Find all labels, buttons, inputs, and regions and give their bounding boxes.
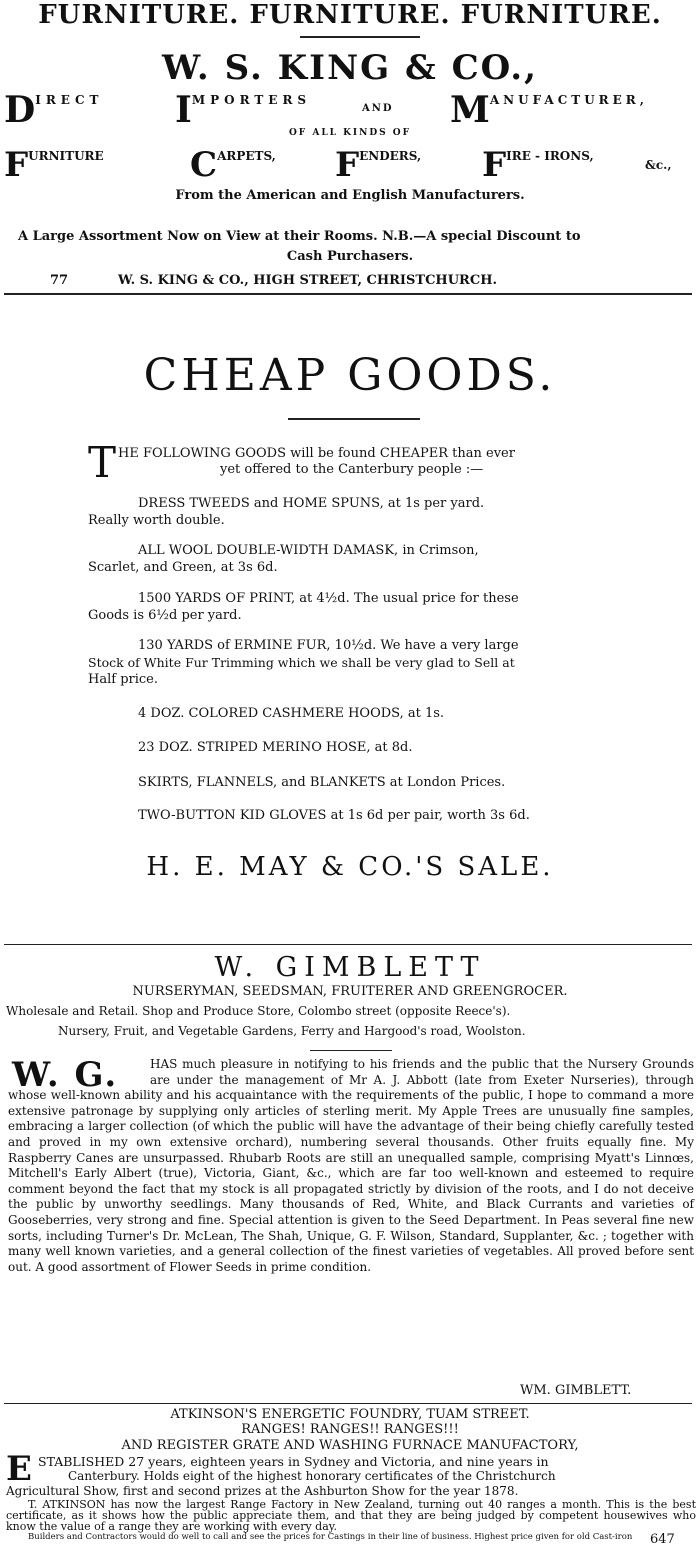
gimblett-body: HAS much pleasure in notifying to his friends and the public that the Nursery Grounds are under the management of Mr A. J. Abbott (late from Exeter Nurseries), through whose well-known ability and his acquaintance with the requirements of the public, I hope to command a more extensive patronage by supplying only articles of sterling merit. My Apple Trees are unusually fine samples, embracing a larger collection (of which the public will have the advantage of their being chiefly carefully tested and proved in my own extensive orchard), numbering several thousands. Other fruits equally fine. My Raspberry Canes are unsurpassed. Rhubarb Roots are still an unequalled sample, comprising Myatt's Linnœs, Mitchell's Early Albert (true), Victoria, Giant, &c., which are far too well-known and esteemed to require comment beyond the fact that my stock is all propagated strictly by division of the roots, and I do not deceive the public by unworthy seedlings. Many thousands of Red, White, and Black Currants and varieties of Gooseberries, very strong and fine. Special attention is given to the Seed Department. In Peas several fine new sorts, including Turner's Dr. McLean, The Shah, Unique, G. F. Wilson, Standard, Supplanter, &c. ; together with many well known varieties, and a general collection of the finest varieties of vegetables. All proved before sent out. A good assortment of Flower Seeds in prime condition. xyxy=(8,1057,694,1274)
atkinson-est3: Agricultural Show, first and second prizes at the Ashburton Show for the year 1878. xyxy=(6,1484,519,1498)
atkinson-line2: RANGES! RANGES!! RANGES!!! xyxy=(241,1422,459,1437)
atkinson-p2: T. ATKINSON has now the largest Range Factory in New Zealand, turning out 40 ranges a month. This is the best certificate, as it shows how the public appreciate them, and that they are being judged by competent housewives who know the value of a range they are working with every day. xyxy=(6,1498,696,1533)
drop-cap: F xyxy=(482,145,507,185)
king-direct: $D^{IRECT}$ xyxy=(4,89,104,131)
gimblett-signature: WM. GIMBLETT. xyxy=(520,1383,632,1398)
king-assortment-line: A Large Assortment Now on View at their Rooms. N.B.—A special Discount to xyxy=(18,229,581,244)
king-cash-line: Cash Purchasers. xyxy=(286,249,414,264)
may-headline: CHEAP GOODS. xyxy=(143,350,557,401)
king-address: W. S. KING & CO., HIGH STREET, CHRISTCHURCH. xyxy=(118,273,497,288)
divider xyxy=(300,36,420,38)
king-manufacturer: $M^{ANUFACTURER,}$ xyxy=(450,89,648,131)
may-item-5: 4 DOZ. COLORED CASHMERE HOODS, at 1s. xyxy=(138,706,445,721)
drop-cap: F xyxy=(4,145,29,185)
may-item-8: TWO-BUTTON KID GLOVES at 1s 6d per pair, worth 3s 6d. xyxy=(138,808,530,823)
divider xyxy=(288,418,420,420)
may-item-4-line3: Half price. xyxy=(88,672,158,687)
drop-cap: C xyxy=(190,145,218,185)
may-item-6: 23 DOZ. STRIPED MERINO HOSE, at 8d. xyxy=(138,740,413,755)
gimblett-trades: NURSERYMAN, SEEDSMAN, FRUITERER AND GREENGROCER. xyxy=(132,984,568,999)
king-and: AND xyxy=(362,103,394,114)
atkinson-line3: AND REGISTER GRATE AND WASHING FURNACE MANUFACTORY, xyxy=(121,1438,579,1453)
drop-cap: F xyxy=(335,145,360,185)
may-item-3-line1: 1500 YARDS OF PRINT, at 4½d. The usual price for these xyxy=(138,591,519,606)
gimblett-name: W. GIMBLETT xyxy=(214,952,486,983)
atkinson-est1: STABLISHED 27 years, eighteen years in Sydney and Victoria, and nine years in xyxy=(38,1454,549,1469)
king-banner: FURNITURE. FURNITURE. FURNITURE. xyxy=(38,0,662,30)
drop-cap: T xyxy=(88,438,117,487)
atkinson-est2: Canterbury. Holds eight of the highest honorary certificates of the Christchurch xyxy=(68,1469,556,1483)
may-item-7: SKIRTS, FLANNELS, and BLANKETS at London Prices. xyxy=(138,775,506,790)
drop-cap: M xyxy=(450,89,490,131)
section-divider xyxy=(4,293,692,295)
may-intro-line2: yet offered to the Canterbury people :— xyxy=(220,462,484,477)
section-divider xyxy=(4,1403,692,1404)
may-item-4-line2: Stock of White Fur Trimming which we shall be very glad to Sell at xyxy=(88,655,515,670)
drop-cap: D xyxy=(4,89,36,131)
may-item-2-line1: ALL WOOL DOUBLE-WIDTH DAMASK, in Crimson, xyxy=(138,543,479,558)
king-furniture: $F^{URNITURE}$ xyxy=(4,145,104,185)
king-carpets: $C^{ARPETS,}$ xyxy=(190,145,276,185)
atkinson-line1: ATKINSON'S ENERGETIC FOUNDRY, TUAM STREET. xyxy=(170,1407,530,1422)
king-etc: &c., xyxy=(645,158,672,172)
king-fenders: $F^{ENDERS,}$ xyxy=(335,145,422,185)
section-divider xyxy=(4,944,692,945)
gimblett-wholesale: Wholesale and Retail. Shop and Produce Store, Colombo street (opposite Reece's). xyxy=(6,1004,511,1018)
king-company-name: W. S. KING & CO., xyxy=(162,48,538,88)
may-sale-title: H. E. MAY & CO.'S SALE. xyxy=(146,852,554,882)
king-of-all-kinds: OF ALL KINDS OF xyxy=(288,128,412,138)
king-ref-number: 77 xyxy=(50,273,69,288)
may-item-1-line1: DRESS TWEEDS and HOME SPUNS, at 1s per yard. xyxy=(138,496,485,511)
drop-cap: I xyxy=(175,89,192,131)
initials-space xyxy=(8,1057,150,1087)
atkinson-ref-number: 647 xyxy=(650,1532,675,1547)
may-item-2-line2: Scarlet, and Green, at 3s 6d. xyxy=(88,560,278,575)
atkinson-p3: Builders and Contractors would do well to call and see the prices for Castings in their line of business. Highest price given for old Cast-iron xyxy=(28,1532,633,1542)
gimblett-nursery: Nursery, Fruit, and Vegetable Gardens, Ferry and Hargood's road, Woolston. xyxy=(58,1024,526,1038)
drop-cap: E xyxy=(6,1449,32,1489)
king-fire-irons: $F^{IRE - IRONS,}$ xyxy=(482,145,594,185)
divider xyxy=(310,1050,392,1051)
king-importers: $I^{MPORTERS}$ xyxy=(175,89,312,131)
may-intro-line1: HE FOLLOWING GOODS will be found CHEAPER than ever xyxy=(118,446,515,461)
gimblett-initials: W. G. xyxy=(12,1055,119,1095)
may-item-3-line2: Goods is 6½d per yard. xyxy=(88,608,242,623)
may-item-1-line2: Really worth double. xyxy=(88,513,225,528)
may-item-4-line1: 130 YARDS of ERMINE FUR, 10½d. We have a very large xyxy=(138,638,519,653)
king-from-line: From the American and English Manufacturers. xyxy=(175,188,525,203)
